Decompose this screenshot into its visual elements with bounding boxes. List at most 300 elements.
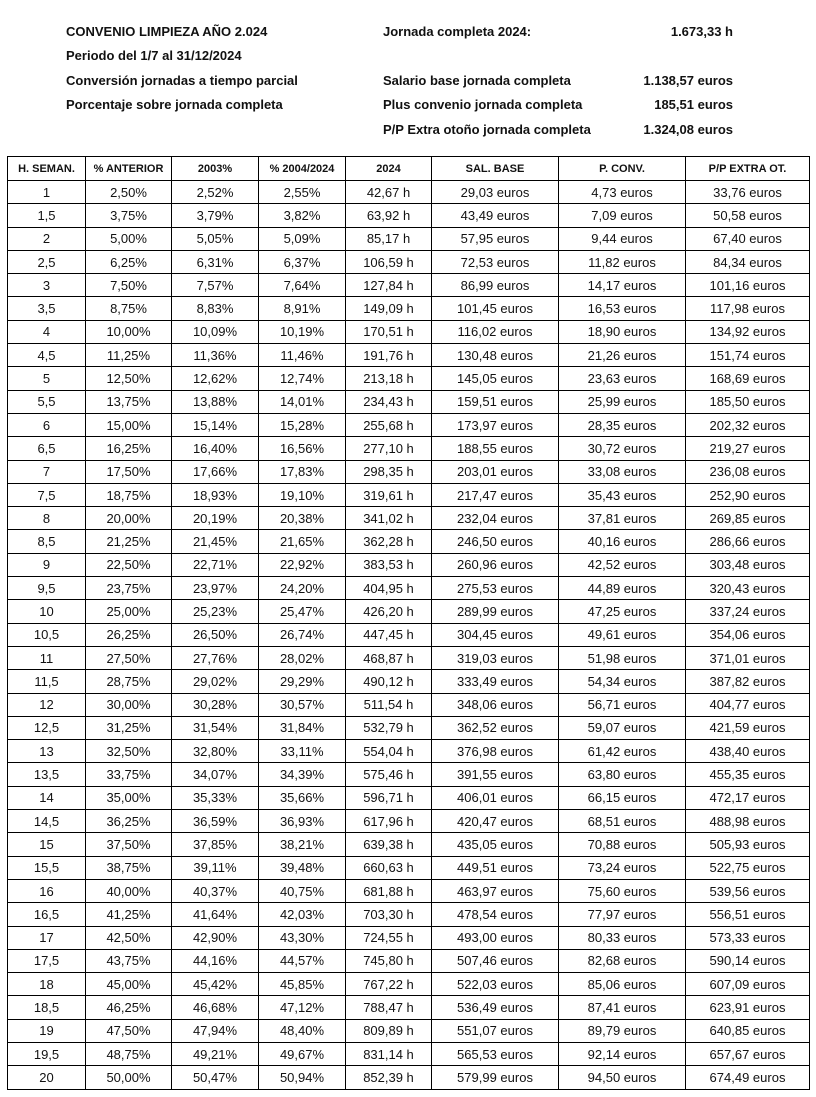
table-cell: 341,02 h [346,507,432,530]
table-cell: 117,98 euros [686,297,810,320]
table-cell: 49,67% [259,1042,346,1065]
table-cell: 12,74% [259,367,346,390]
table-cell: 3,75% [86,204,172,227]
table-cell: 507,46 euros [432,949,559,972]
table-cell: 18,90 euros [559,320,686,343]
table-cell: 63,92 h [346,204,432,227]
table-row [8,879,810,902]
table-cell: 35,66% [259,786,346,809]
table-cell: 188,55 euros [432,437,559,460]
table-cell: 36,93% [259,810,346,833]
table-cell: 22,71% [172,553,259,576]
table-cell: 45,00% [86,973,172,996]
table-cell: 11,5 [8,670,86,693]
table-row [8,577,810,600]
table-row [8,786,810,809]
table-cell: 34,39% [259,763,346,786]
table-row [8,996,810,1019]
table-cell: 28,02% [259,646,346,669]
table-cell: 13,88% [172,390,259,413]
table-cell: 12,50% [86,367,172,390]
table-row [8,1019,810,1042]
table-cell: 44,89 euros [559,577,686,600]
table-row [8,740,810,763]
table-cell: 70,88 euros [559,833,686,856]
table-cell: 41,64% [172,903,259,926]
table-cell: 217,47 euros [432,483,559,506]
table-row [8,553,810,576]
table-cell: 61,42 euros [559,740,686,763]
table-cell: 38,21% [259,833,346,856]
jornada-label: Jornada completa 2024: [383,24,532,39]
table-cell: 8 [8,507,86,530]
table-cell: 607,09 euros [686,973,810,996]
table-cell: 42,50% [86,926,172,949]
table-cell: 17,83% [259,460,346,483]
table-cell: 337,24 euros [686,600,810,623]
table-cell: 29,03 euros [432,181,559,204]
table-cell: 463,97 euros [432,879,559,902]
table-cell: 116,02 euros [432,320,559,343]
table-cell: 532,79 h [346,716,432,739]
table-cell: 488,98 euros [686,810,810,833]
table-cell: 376,98 euros [432,740,559,763]
table-cell: 640,85 euros [686,1019,810,1042]
table-row [8,1042,810,1065]
table-cell: 46,68% [172,996,259,1019]
table-cell: 202,32 euros [686,413,810,436]
table-cell: 101,16 euros [686,274,810,297]
column-header: H. SEMAN. [8,157,86,181]
table-cell: 56,71 euros [559,693,686,716]
table-cell: 42,90% [172,926,259,949]
table-row [8,367,810,390]
table-cell: 32,50% [86,740,172,763]
table-cell: 33,08 euros [559,460,686,483]
table-cell: 6,25% [86,250,172,273]
table-cell: 48,40% [259,1019,346,1042]
table-cell: 26,74% [259,623,346,646]
table-cell: 12 [8,693,86,716]
table-cell: 575,46 h [346,763,432,786]
table-cell: 75,60 euros [559,879,686,902]
table-cell: 32,80% [172,740,259,763]
table-cell: 303,48 euros [686,553,810,576]
table-cell: 30,72 euros [559,437,686,460]
table-cell: 40,00% [86,879,172,902]
table-cell: 40,37% [172,879,259,902]
table-cell: 49,21% [172,1042,259,1065]
table-cell: 106,59 h [346,250,432,273]
table-cell: 24,20% [259,577,346,600]
table-cell: 20 [8,1066,86,1089]
table-cell: 21,26 euros [559,344,686,367]
table-cell: 36,59% [172,810,259,833]
table-cell: 6,31% [172,250,259,273]
table-cell: 15,28% [259,413,346,436]
table-cell: 37,50% [86,833,172,856]
column-header: SAL. BASE [432,157,559,181]
table-cell: 11,25% [86,344,172,367]
table-cell: 10,5 [8,623,86,646]
table-body [8,181,810,1090]
table-cell: 219,27 euros [686,437,810,460]
table-cell: 26,25% [86,623,172,646]
table-row [8,437,810,460]
column-header: % 2004/2024 [259,157,346,181]
table-cell: 9,44 euros [559,227,686,250]
table-cell: 275,53 euros [432,577,559,600]
table-cell: 19 [8,1019,86,1042]
table-cell: 3,79% [172,204,259,227]
table-cell: 13,5 [8,763,86,786]
table-cell: 6,37% [259,250,346,273]
document-title: CONVENIO LIMPIEZA AÑO 2.024 [66,24,268,39]
table-cell: 10,19% [259,320,346,343]
pp-extra-value: 1.324,08 euros [643,122,733,137]
table-cell: 681,88 h [346,879,432,902]
table-cell: 21,45% [172,530,259,553]
table-cell: 23,97% [172,577,259,600]
table-cell: 67,40 euros [686,227,810,250]
table-cell: 511,54 h [346,693,432,716]
table-cell: 33,11% [259,740,346,763]
table-cell: 4 [8,320,86,343]
table-cell: 404,77 euros [686,693,810,716]
table-cell: 43,75% [86,949,172,972]
table-row [8,856,810,879]
table-row [8,530,810,553]
table-cell: 5,05% [172,227,259,250]
table-cell: 39,11% [172,856,259,879]
table-cell: 420,47 euros [432,810,559,833]
table-cell: 20,38% [259,507,346,530]
table-cell: 9,5 [8,577,86,600]
table-cell: 42,52 euros [559,553,686,576]
table-row [8,926,810,949]
table-cell: 18,5 [8,996,86,1019]
table-cell: 354,06 euros [686,623,810,646]
table-cell: 51,98 euros [559,646,686,669]
table-cell: 25,00% [86,600,172,623]
table-cell: 94,50 euros [559,1066,686,1089]
table-cell: 539,56 euros [686,879,810,902]
table-cell: 25,23% [172,600,259,623]
table-cell: 54,34 euros [559,670,686,693]
column-header: 2024 [346,157,432,181]
table-cell: 20,00% [86,507,172,530]
table-cell: 145,05 euros [432,367,559,390]
table-cell: 10,00% [86,320,172,343]
column-header: 2003% [172,157,259,181]
table-cell: 5,5 [8,390,86,413]
table-cell: 421,59 euros [686,716,810,739]
table-cell: 185,50 euros [686,390,810,413]
table-cell: 42,03% [259,903,346,926]
table-cell: 623,91 euros [686,996,810,1019]
table-cell: 387,82 euros [686,670,810,693]
table-cell: 130,48 euros [432,344,559,367]
table-cell: 406,01 euros [432,786,559,809]
table-cell: 391,55 euros [432,763,559,786]
table-cell: 44,16% [172,949,259,972]
table-cell: 68,51 euros [559,810,686,833]
table-cell: 3,82% [259,204,346,227]
table-cell: 16,56% [259,437,346,460]
table-cell: 23,63 euros [559,367,686,390]
table-cell: 2,55% [259,181,346,204]
table-cell: 468,87 h [346,646,432,669]
table-header-row [8,157,810,181]
table-cell: 455,35 euros [686,763,810,786]
table-cell: 31,25% [86,716,172,739]
table-cell: 46,25% [86,996,172,1019]
table-cell: 831,14 h [346,1042,432,1065]
table-cell: 16,40% [172,437,259,460]
table-cell: 149,09 h [346,297,432,320]
table-cell: 29,02% [172,670,259,693]
table-cell: 66,15 euros [559,786,686,809]
table-cell: 4,5 [8,344,86,367]
table-cell: 565,53 euros [432,1042,559,1065]
table-cell: 80,33 euros [559,926,686,949]
table-cell: 18,75% [86,483,172,506]
table-cell: 234,43 h [346,390,432,413]
table-cell: 45,42% [172,973,259,996]
table-cell: 232,04 euros [432,507,559,530]
table-cell: 435,05 euros [432,833,559,856]
table-cell: 3 [8,274,86,297]
period-text: Periodo del 1/7 al 31/12/2024 [66,48,242,63]
table-cell: 554,04 h [346,740,432,763]
table-cell: 674,49 euros [686,1066,810,1089]
table-cell: 101,45 euros [432,297,559,320]
table-cell: 260,96 euros [432,553,559,576]
table-cell: 43,30% [259,926,346,949]
table-cell: 35,33% [172,786,259,809]
table-cell: 14 [8,786,86,809]
table-cell: 10 [8,600,86,623]
table-cell: 639,38 h [346,833,432,856]
table-cell: 362,52 euros [432,716,559,739]
table-cell: 2 [8,227,86,250]
table-cell: 85,17 h [346,227,432,250]
table-cell: 21,25% [86,530,172,553]
table-row [8,460,810,483]
salario-label: Salario base jornada completa [383,73,571,88]
table-row [8,600,810,623]
table-cell: 703,30 h [346,903,432,926]
table-row [8,250,810,273]
table-cell: 159,51 euros [432,390,559,413]
table-cell: 38,75% [86,856,172,879]
table-cell: 92,14 euros [559,1042,686,1065]
table-cell: 426,20 h [346,600,432,623]
table-cell: 522,75 euros [686,856,810,879]
table-cell: 333,49 euros [432,670,559,693]
table-row [8,810,810,833]
table-row [8,716,810,739]
table-cell: 170,51 h [346,320,432,343]
table-row [8,320,810,343]
table-cell: 37,85% [172,833,259,856]
table-cell: 33,76 euros [686,181,810,204]
salario-value: 1.138,57 euros [643,73,733,88]
table-cell: 2,50% [86,181,172,204]
table-cell: 213,18 h [346,367,432,390]
table-cell: 59,07 euros [559,716,686,739]
table-cell: 14,5 [8,810,86,833]
table-cell: 191,76 h [346,344,432,367]
table-cell: 27,50% [86,646,172,669]
table-cell: 617,96 h [346,810,432,833]
table-cell: 134,92 euros [686,320,810,343]
table-cell: 478,54 euros [432,903,559,926]
table-cell: 5 [8,367,86,390]
table-cell: 319,61 h [346,483,432,506]
table-cell: 289,99 euros [432,600,559,623]
table-cell: 11,46% [259,344,346,367]
table-cell: 745,80 h [346,949,432,972]
table-cell: 35,43 euros [559,483,686,506]
table-cell: 85,06 euros [559,973,686,996]
table-cell: 590,14 euros [686,949,810,972]
conversion-text: Conversión jornadas a tiempo parcial [66,73,298,88]
table-cell: 11,36% [172,344,259,367]
table-cell: 26,50% [172,623,259,646]
table-cell: 15,14% [172,413,259,436]
table-cell: 490,12 h [346,670,432,693]
table-cell: 236,08 euros [686,460,810,483]
table-cell: 37,81 euros [559,507,686,530]
table-cell: 472,17 euros [686,786,810,809]
conversion-table [7,156,810,1090]
table-cell: 11,82 euros [559,250,686,273]
table-cell: 40,75% [259,879,346,902]
table-cell: 12,62% [172,367,259,390]
table-cell: 8,75% [86,297,172,320]
percentage-text: Porcentaje sobre jornada completa [66,97,283,112]
table-row [8,903,810,926]
table-cell: 50,58 euros [686,204,810,227]
plus-label: Plus convenio jornada completa [383,97,583,112]
table-cell: 72,53 euros [432,250,559,273]
table-cell: 30,57% [259,693,346,716]
table-cell: 49,61 euros [559,623,686,646]
table-cell: 18,93% [172,483,259,506]
table-cell: 7,50% [86,274,172,297]
table-cell: 29,29% [259,670,346,693]
table-cell: 5,00% [86,227,172,250]
table-cell: 383,53 h [346,553,432,576]
table-cell: 45,85% [259,973,346,996]
table-cell: 36,25% [86,810,172,833]
column-header: P/P EXTRA OT. [686,157,810,181]
table-row [8,274,810,297]
table-cell: 28,35 euros [559,413,686,436]
table-cell: 19,10% [259,483,346,506]
column-header: % ANTERIOR [86,157,172,181]
table-cell: 536,49 euros [432,996,559,1019]
table-cell: 809,89 h [346,1019,432,1042]
table-cell: 86,99 euros [432,274,559,297]
table-cell: 404,95 h [346,577,432,600]
table-row [8,833,810,856]
table-cell: 22,92% [259,553,346,576]
table-cell: 1,5 [8,204,86,227]
table-cell: 788,47 h [346,996,432,1019]
table-cell: 30,28% [172,693,259,716]
table-cell: 15,00% [86,413,172,436]
table-cell: 551,07 euros [432,1019,559,1042]
table-cell: 2,52% [172,181,259,204]
table-cell: 31,84% [259,716,346,739]
table-cell: 16,25% [86,437,172,460]
table-cell: 25,99 euros [559,390,686,413]
table-cell: 579,99 euros [432,1066,559,1089]
table-cell: 246,50 euros [432,530,559,553]
table-cell: 27,76% [172,646,259,669]
table-cell: 22,50% [86,553,172,576]
table-cell: 522,03 euros [432,973,559,996]
table-row [8,763,810,786]
table-cell: 493,00 euros [432,926,559,949]
table-cell: 43,49 euros [432,204,559,227]
table-cell: 16,53 euros [559,297,686,320]
table-cell: 168,69 euros [686,367,810,390]
table-cell: 127,84 h [346,274,432,297]
table-cell: 449,51 euros [432,856,559,879]
table-row [8,483,810,506]
table-cell: 34,07% [172,763,259,786]
table-cell: 286,66 euros [686,530,810,553]
table-cell: 17,5 [8,949,86,972]
table-cell: 319,03 euros [432,646,559,669]
table-cell: 7 [8,460,86,483]
table-cell: 47,12% [259,996,346,1019]
table-cell: 77,97 euros [559,903,686,926]
table-row [8,949,810,972]
table-cell: 14,17 euros [559,274,686,297]
table-cell: 40,16 euros [559,530,686,553]
table-cell: 203,01 euros [432,460,559,483]
table-cell: 7,64% [259,274,346,297]
table-cell: 596,71 h [346,786,432,809]
table-cell: 556,51 euros [686,903,810,926]
table-cell: 13 [8,740,86,763]
table-cell: 13,75% [86,390,172,413]
table-row [8,204,810,227]
table-cell: 50,47% [172,1066,259,1089]
table-cell: 8,83% [172,297,259,320]
table-cell: 447,45 h [346,623,432,646]
table-cell: 173,97 euros [432,413,559,436]
table-cell: 17,66% [172,460,259,483]
table-cell: 73,24 euros [559,856,686,879]
table-cell: 348,06 euros [432,693,559,716]
table-row [8,693,810,716]
table-cell: 47,50% [86,1019,172,1042]
table-cell: 48,75% [86,1042,172,1065]
table-cell: 12,5 [8,716,86,739]
table-row [8,646,810,669]
table-cell: 269,85 euros [686,507,810,530]
table-cell: 89,79 euros [559,1019,686,1042]
table-cell: 14,01% [259,390,346,413]
table-cell: 25,47% [259,600,346,623]
table-cell: 151,74 euros [686,344,810,367]
table-cell: 35,00% [86,786,172,809]
